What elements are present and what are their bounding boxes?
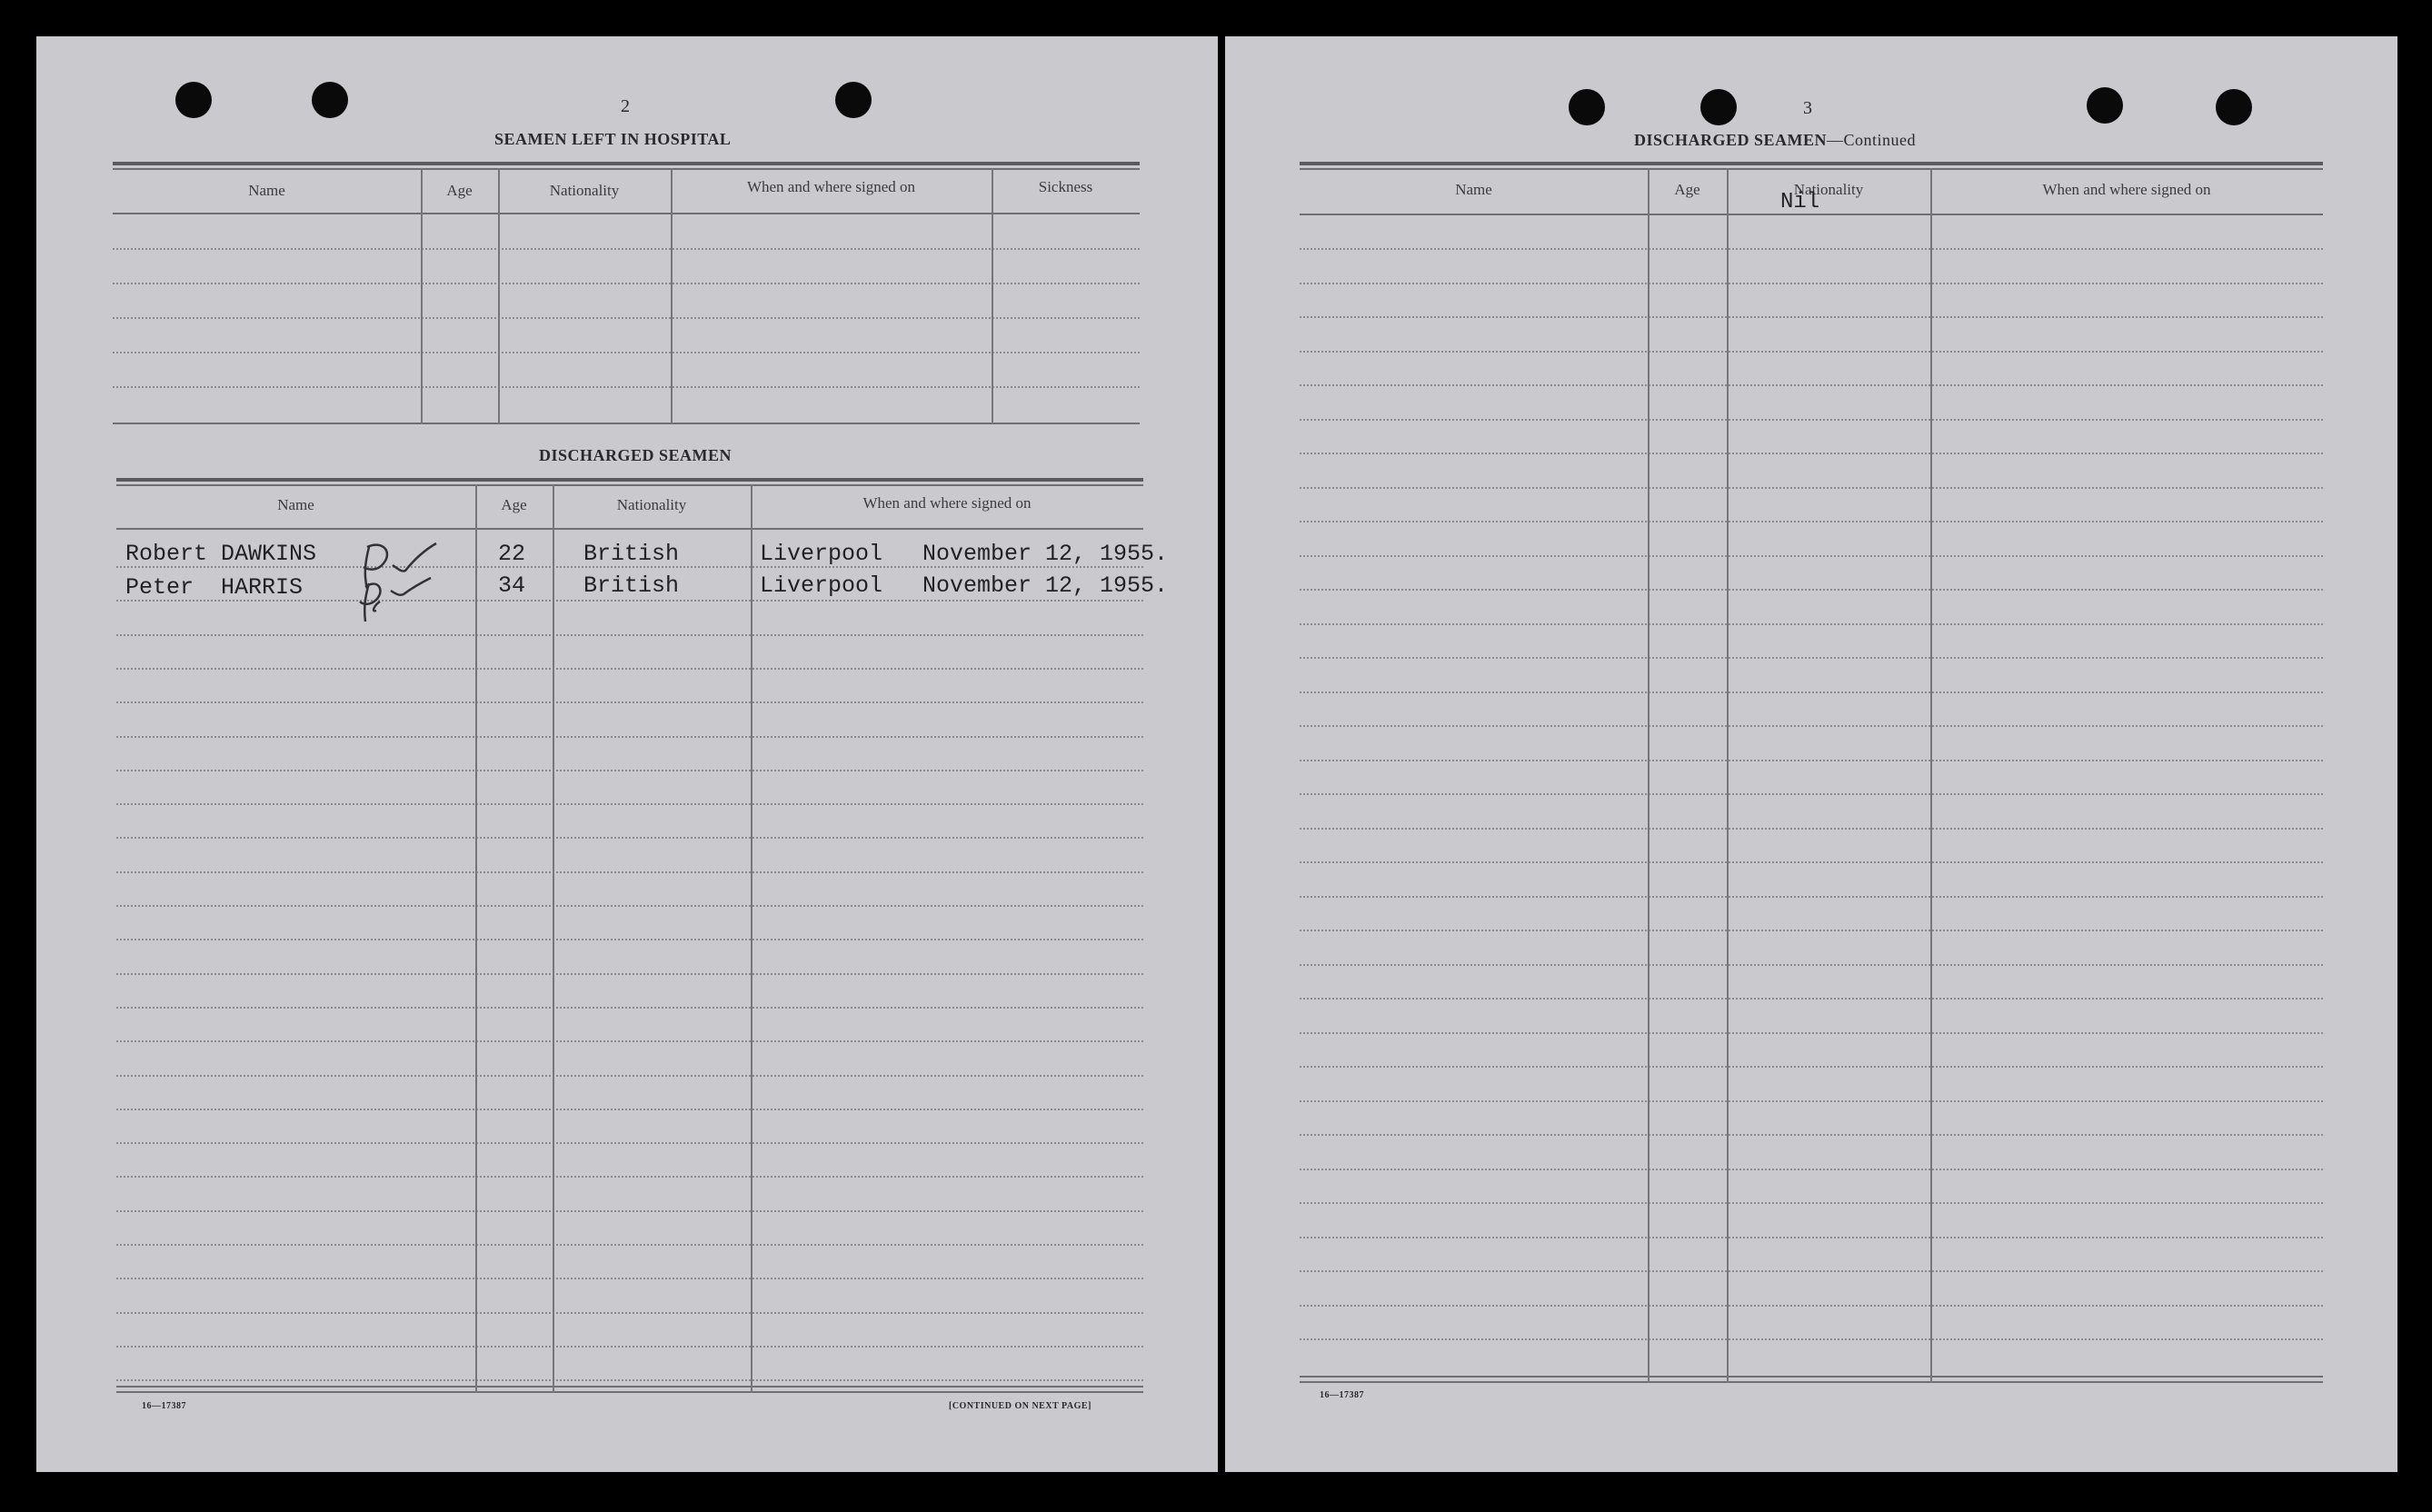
ruled-line: [1300, 1066, 2323, 1068]
ruled-line: [116, 668, 1143, 670]
ruled-line: [116, 634, 1143, 636]
ruled-line: [116, 1346, 1143, 1348]
ruled-line: [1300, 419, 2323, 421]
ruled-line: [1300, 384, 2323, 386]
ruled-line: [1300, 1338, 2323, 1340]
ruled-line: [1300, 248, 2323, 250]
ruled-line: [1300, 861, 2323, 863]
binder-hole-icon: [312, 82, 348, 118]
ruled-line: [1300, 896, 2323, 898]
ruled-line: [1300, 657, 2323, 659]
ruled-line: [116, 1142, 1143, 1144]
ruled-line: [116, 1312, 1143, 1314]
binder-hole-icon: [835, 82, 872, 118]
ruled-line: [1300, 930, 2323, 931]
hospital-section-title: SEAMEN LEFT IN HOSPITAL: [494, 130, 732, 148]
left-page: [36, 36, 1218, 1472]
ruled-line: [113, 248, 1140, 250]
continued-note: [CONTINUED ON NEXT PAGE]: [949, 1401, 1091, 1411]
nil-entry: Nil: [1780, 190, 1820, 214]
column-header-sickness: Sickness: [1038, 178, 1093, 195]
column-header-nationality: Nationality: [616, 496, 687, 513]
ruled-line: [116, 736, 1143, 738]
ruled-line: [1300, 1100, 2323, 1102]
seaman-nationality: British: [583, 572, 680, 599]
seaman-age: 22: [498, 541, 526, 567]
column-header-name: Name: [248, 182, 285, 199]
ruled-line: [116, 905, 1143, 907]
form-number: 16—17387: [1320, 1390, 1364, 1400]
ruled-line: [113, 317, 1140, 319]
ruled-line: [1300, 487, 2323, 489]
column-header-age: Age: [1674, 181, 1700, 198]
binder-hole-icon: [2216, 89, 2252, 125]
ruled-line: [116, 1210, 1143, 1212]
ruled-line: [1300, 828, 2323, 830]
signed-on-date: November 12, 1955.: [922, 541, 1169, 567]
signed-on-place: Liverpool: [760, 572, 883, 599]
signed-on-date: November 12, 1955.: [922, 572, 1169, 599]
column-header-signed-on: When and where signed on: [862, 494, 1032, 512]
ruled-line: [116, 939, 1143, 940]
seaman-name: Robert DAWKINS: [125, 541, 317, 567]
column-header-name: Name: [1455, 181, 1492, 198]
ruled-line: [116, 1007, 1143, 1009]
ruled-line: [1300, 555, 2323, 557]
ruled-line: [1300, 1305, 2323, 1307]
ruled-line: [1300, 1237, 2323, 1238]
handwritten-check-mark-icon: [353, 571, 434, 634]
ruled-line: [1300, 691, 2323, 693]
column-header-signed-on: When and where signed on: [2042, 181, 2211, 198]
right-page: [1225, 36, 2397, 1472]
page-number: 3: [1803, 98, 1812, 118]
ruled-line: [116, 1075, 1143, 1077]
form-number: 16—17387: [142, 1401, 186, 1411]
ruled-line: [1300, 998, 2323, 1000]
page-number: 2: [621, 96, 630, 116]
ruled-line: [1300, 521, 2323, 522]
ruled-line: [113, 386, 1140, 388]
ruled-line: [116, 1244, 1143, 1246]
ruled-line: [1300, 964, 2323, 966]
ruled-line: [116, 1278, 1143, 1279]
seaman-name: Peter HARRIS: [125, 574, 304, 601]
ruled-line: [116, 770, 1143, 771]
ruled-line: [1300, 760, 2323, 761]
ruled-line: [113, 352, 1140, 353]
signed-on-place: Liverpool: [760, 541, 883, 567]
ruled-line: [116, 1176, 1143, 1178]
seaman-age: 34: [498, 572, 526, 599]
column-header-name: Name: [277, 496, 314, 513]
column-header-nationality: Nationality: [1793, 181, 1864, 198]
section-title-suffix: —Continued: [1827, 131, 1917, 149]
ruled-line: [116, 837, 1143, 839]
column-header-age: Age: [446, 182, 473, 199]
ruled-line: [116, 803, 1143, 805]
ruled-line: [116, 701, 1143, 703]
ruled-line: [113, 283, 1140, 284]
discharged-section-title: DISCHARGED SEAMEN: [539, 446, 733, 464]
ruled-line: [1300, 589, 2323, 591]
ruled-line: [116, 1109, 1143, 1110]
ruled-line: [116, 973, 1143, 975]
ruled-line: [1300, 1032, 2323, 1034]
ruled-line: [1300, 623, 2323, 625]
ruled-line: [1300, 351, 2323, 353]
section-title-main: DISCHARGED SEAMEN: [1634, 131, 1828, 149]
ruled-line: [1300, 283, 2323, 284]
column-header-signed-on: When and where signed on: [746, 178, 916, 195]
ruled-line: [1300, 316, 2323, 318]
binder-hole-icon: [2087, 87, 2123, 124]
ruled-line: [1300, 725, 2323, 727]
binder-hole-icon: [1569, 89, 1605, 125]
ruled-line: [1300, 1169, 2323, 1170]
seaman-nationality: British: [583, 541, 680, 567]
column-header-age: Age: [501, 496, 527, 513]
ruled-line: [116, 871, 1143, 873]
binder-hole-icon: [1700, 89, 1737, 125]
ruled-line: [116, 1040, 1143, 1042]
ruled-line: [1300, 1202, 2323, 1204]
ruled-line: [116, 1379, 1143, 1381]
ruled-line: [1300, 1270, 2323, 1272]
section-title: [1634, 131, 1916, 150]
ruled-line: [1300, 793, 2323, 795]
column-header-nationality: Nationality: [549, 182, 620, 199]
ruled-line: [1300, 1134, 2323, 1136]
ruled-line: [1300, 453, 2323, 454]
binder-hole-icon: [175, 82, 212, 118]
